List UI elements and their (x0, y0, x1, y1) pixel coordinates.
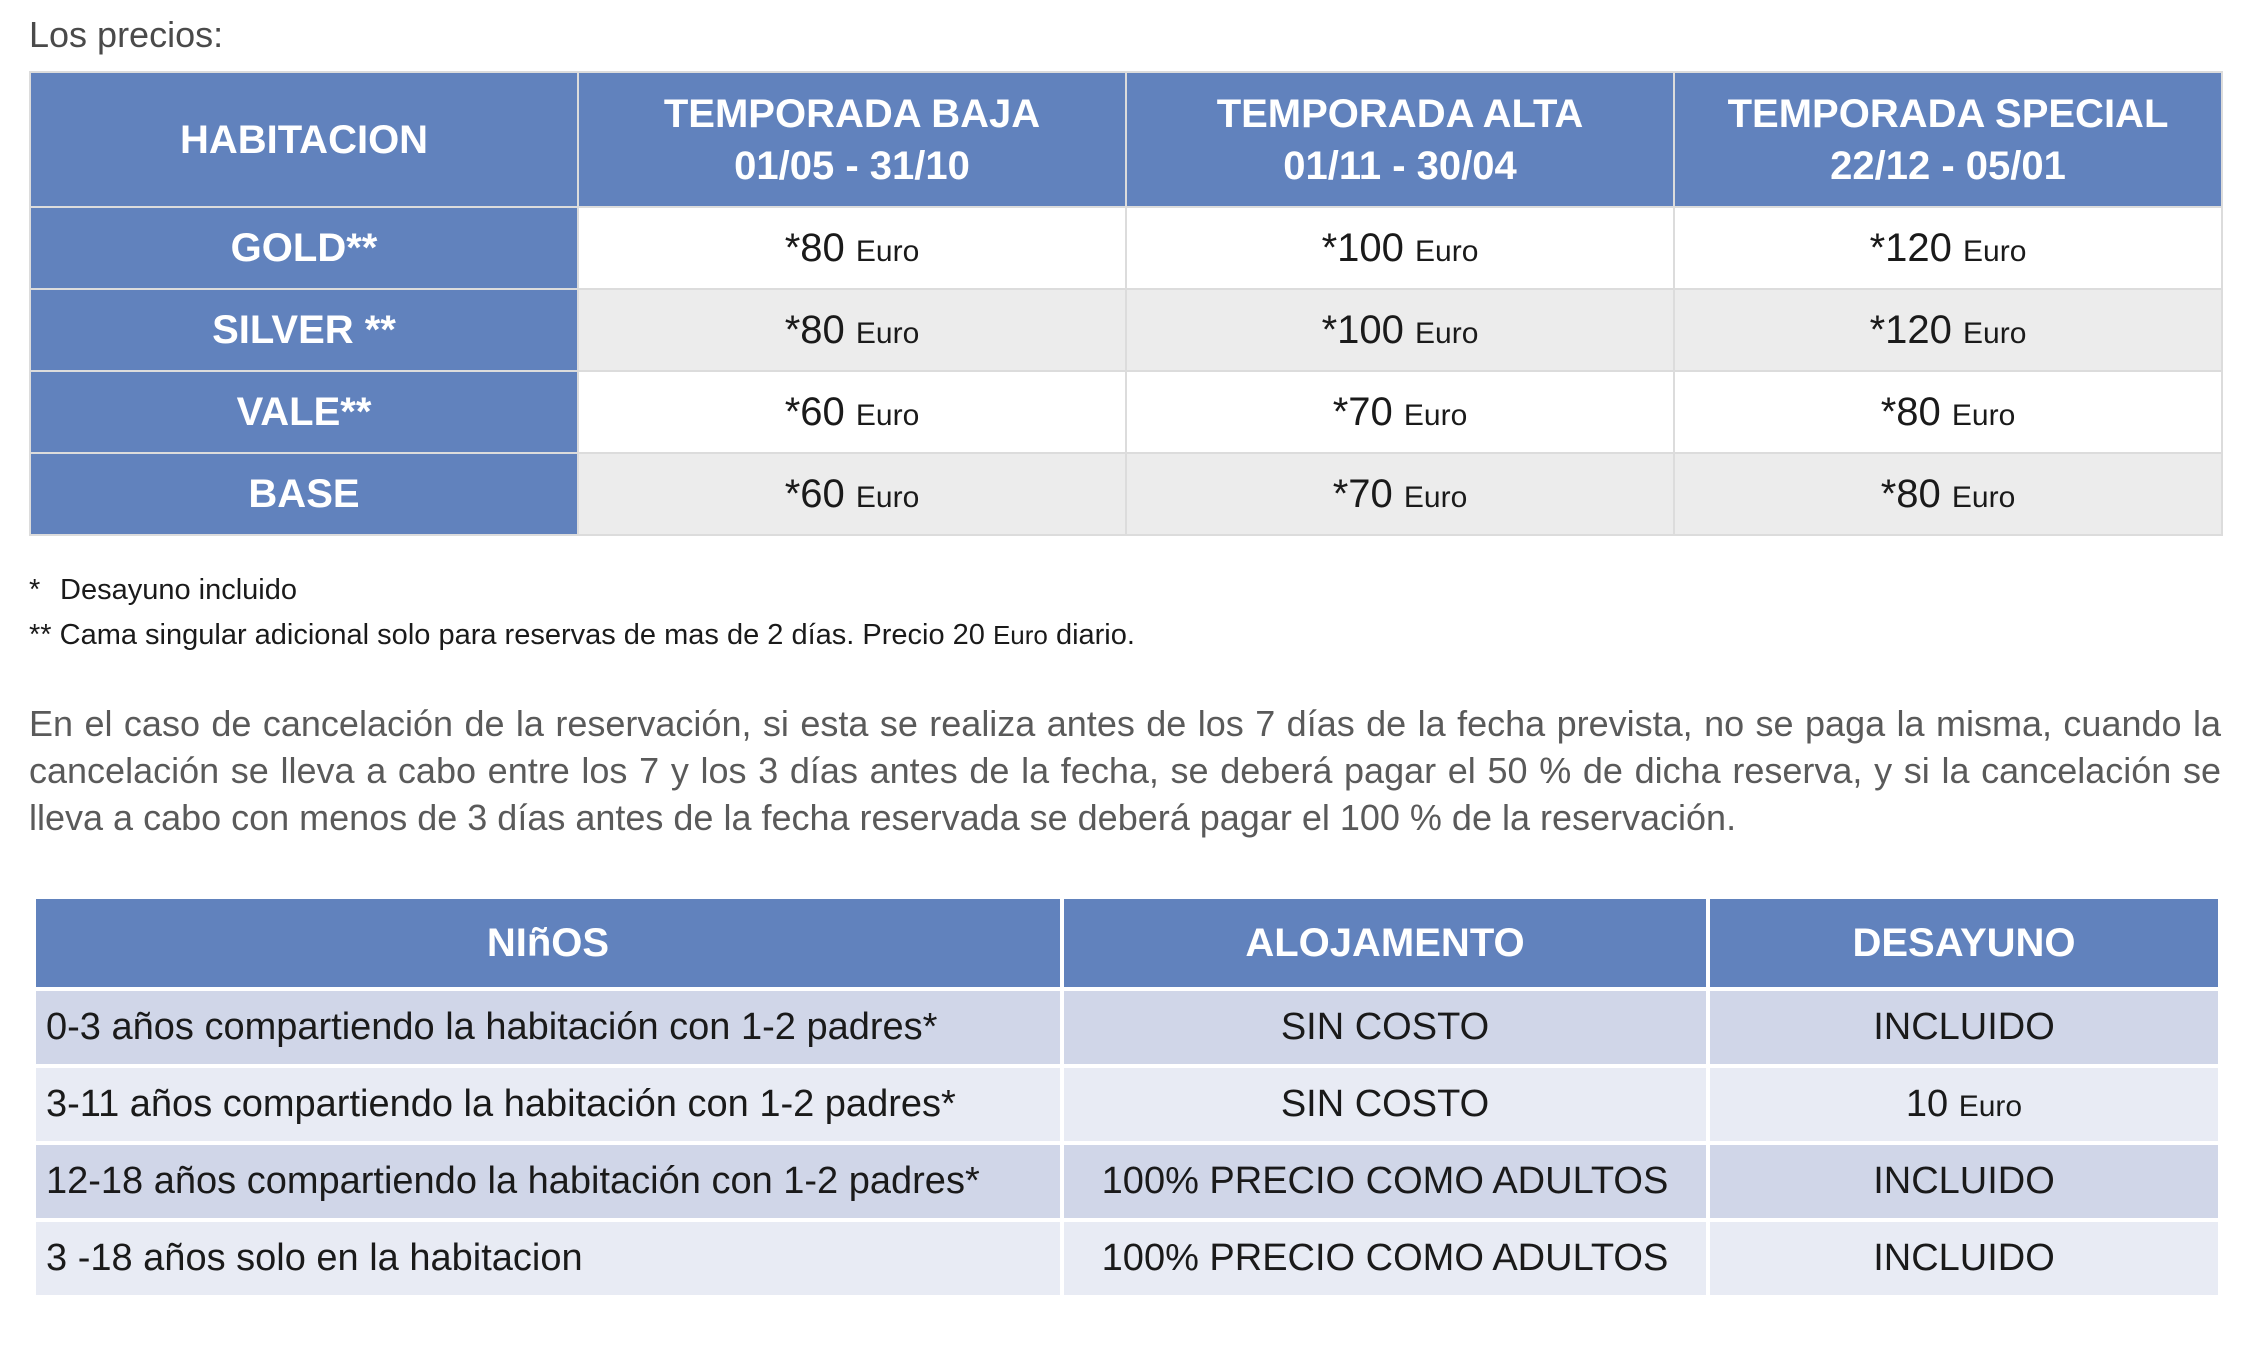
price-cell: *120 Euro (1674, 289, 2222, 371)
header-temporada-baja: TEMPORADA BAJA 01/05 - 31/10 (578, 72, 1126, 207)
header-ninos: NIñOS (36, 899, 1060, 987)
alojamento-value: SIN COSTO (1064, 991, 1706, 1064)
desayuno-value: INCLUIDO (1710, 1145, 2218, 1218)
price-cell: *80 Euro (1674, 371, 2222, 453)
price-row-silver (30, 289, 2222, 371)
children-row (36, 1145, 2218, 1218)
header-temporada-special: TEMPORADA SPECIAL 22/12 - 05/01 (1674, 72, 2222, 207)
price-cell: *80 Euro (578, 289, 1126, 371)
price-row-vale (30, 371, 2222, 453)
alojamento-value: 100% PRECIO COMO ADULTOS (1064, 1222, 1706, 1295)
price-row-gold (30, 207, 2222, 289)
alojamento-value: SIN COSTO (1064, 1068, 1706, 1141)
children-row (36, 1222, 2218, 1295)
desayuno-value: INCLUIDO (1710, 1222, 2218, 1295)
room-name: GOLD** (30, 207, 578, 289)
desayuno-value: INCLUIDO (1710, 991, 2218, 1064)
age-description: 12-18 años compartiendo la habitación con 1-2 padres* (36, 1145, 1060, 1218)
price-cell: *100 Euro (1126, 207, 1674, 289)
price-cell: *60 Euro (578, 371, 1126, 453)
price-table-header-row (30, 72, 2222, 207)
price-cell: *70 Euro (1126, 371, 1674, 453)
header-alojamento: ALOJAMENTO (1064, 899, 1706, 987)
header-habitacion: HABITACION (30, 72, 578, 207)
children-row (36, 991, 2218, 1064)
room-name: BASE (30, 453, 578, 535)
alojamento-value: 100% PRECIO COMO ADULTOS (1064, 1145, 1706, 1218)
page-heading: Los precios: (29, 14, 224, 55)
room-name: VALE** (30, 371, 578, 453)
price-cell: *120 Euro (1674, 207, 2222, 289)
children-row (36, 1068, 2218, 1141)
age-description: 3-11 años compartiendo la habitación con 1-2 padres* (36, 1068, 1060, 1141)
price-cell: *70 Euro (1126, 453, 1674, 535)
price-row-base (30, 453, 2222, 535)
price-table (29, 71, 2223, 536)
children-table-header-row (36, 899, 2218, 987)
header-desayuno: DESAYUNO (1710, 899, 2218, 987)
room-name: SILVER ** (30, 289, 578, 371)
footnote-extra-bed: ** Cama singular adicional solo para reservas de mas de 2 días. Precio 20 Euro diario. (29, 619, 1135, 651)
children-table (32, 895, 2222, 1299)
desayuno-value: 10 Euro (1710, 1068, 2218, 1141)
price-cell: *80 Euro (578, 207, 1126, 289)
age-description: 3 -18 años solo en la habitacion (36, 1222, 1060, 1295)
price-cell: *100 Euro (1126, 289, 1674, 371)
footnote-breakfast: * Desayuno incluido (29, 574, 297, 606)
header-temporada-alta: TEMPORADA ALTA 01/11 - 30/04 (1126, 72, 1674, 207)
cancellation-policy: En el caso de cancelación de la reservación, si esta se realiza antes de los 7 días de la fecha prevista, no se paga la misma, cuando la cancelación se lleva a cabo entre los 7 y los 3 días antes de la fecha, se deberá pagar el 50 % de dicha reserva, y si la cancelación se lleva a cabo con menos de 3 días antes de la fecha reservada se deberá pagar el 100 % de la reservación. (29, 703, 2221, 838)
price-cell: *60 Euro (578, 453, 1126, 535)
price-cell: *80 Euro (1674, 453, 2222, 535)
age-description: 0-3 años compartiendo la habitación con 1-2 padres* (36, 991, 1060, 1064)
